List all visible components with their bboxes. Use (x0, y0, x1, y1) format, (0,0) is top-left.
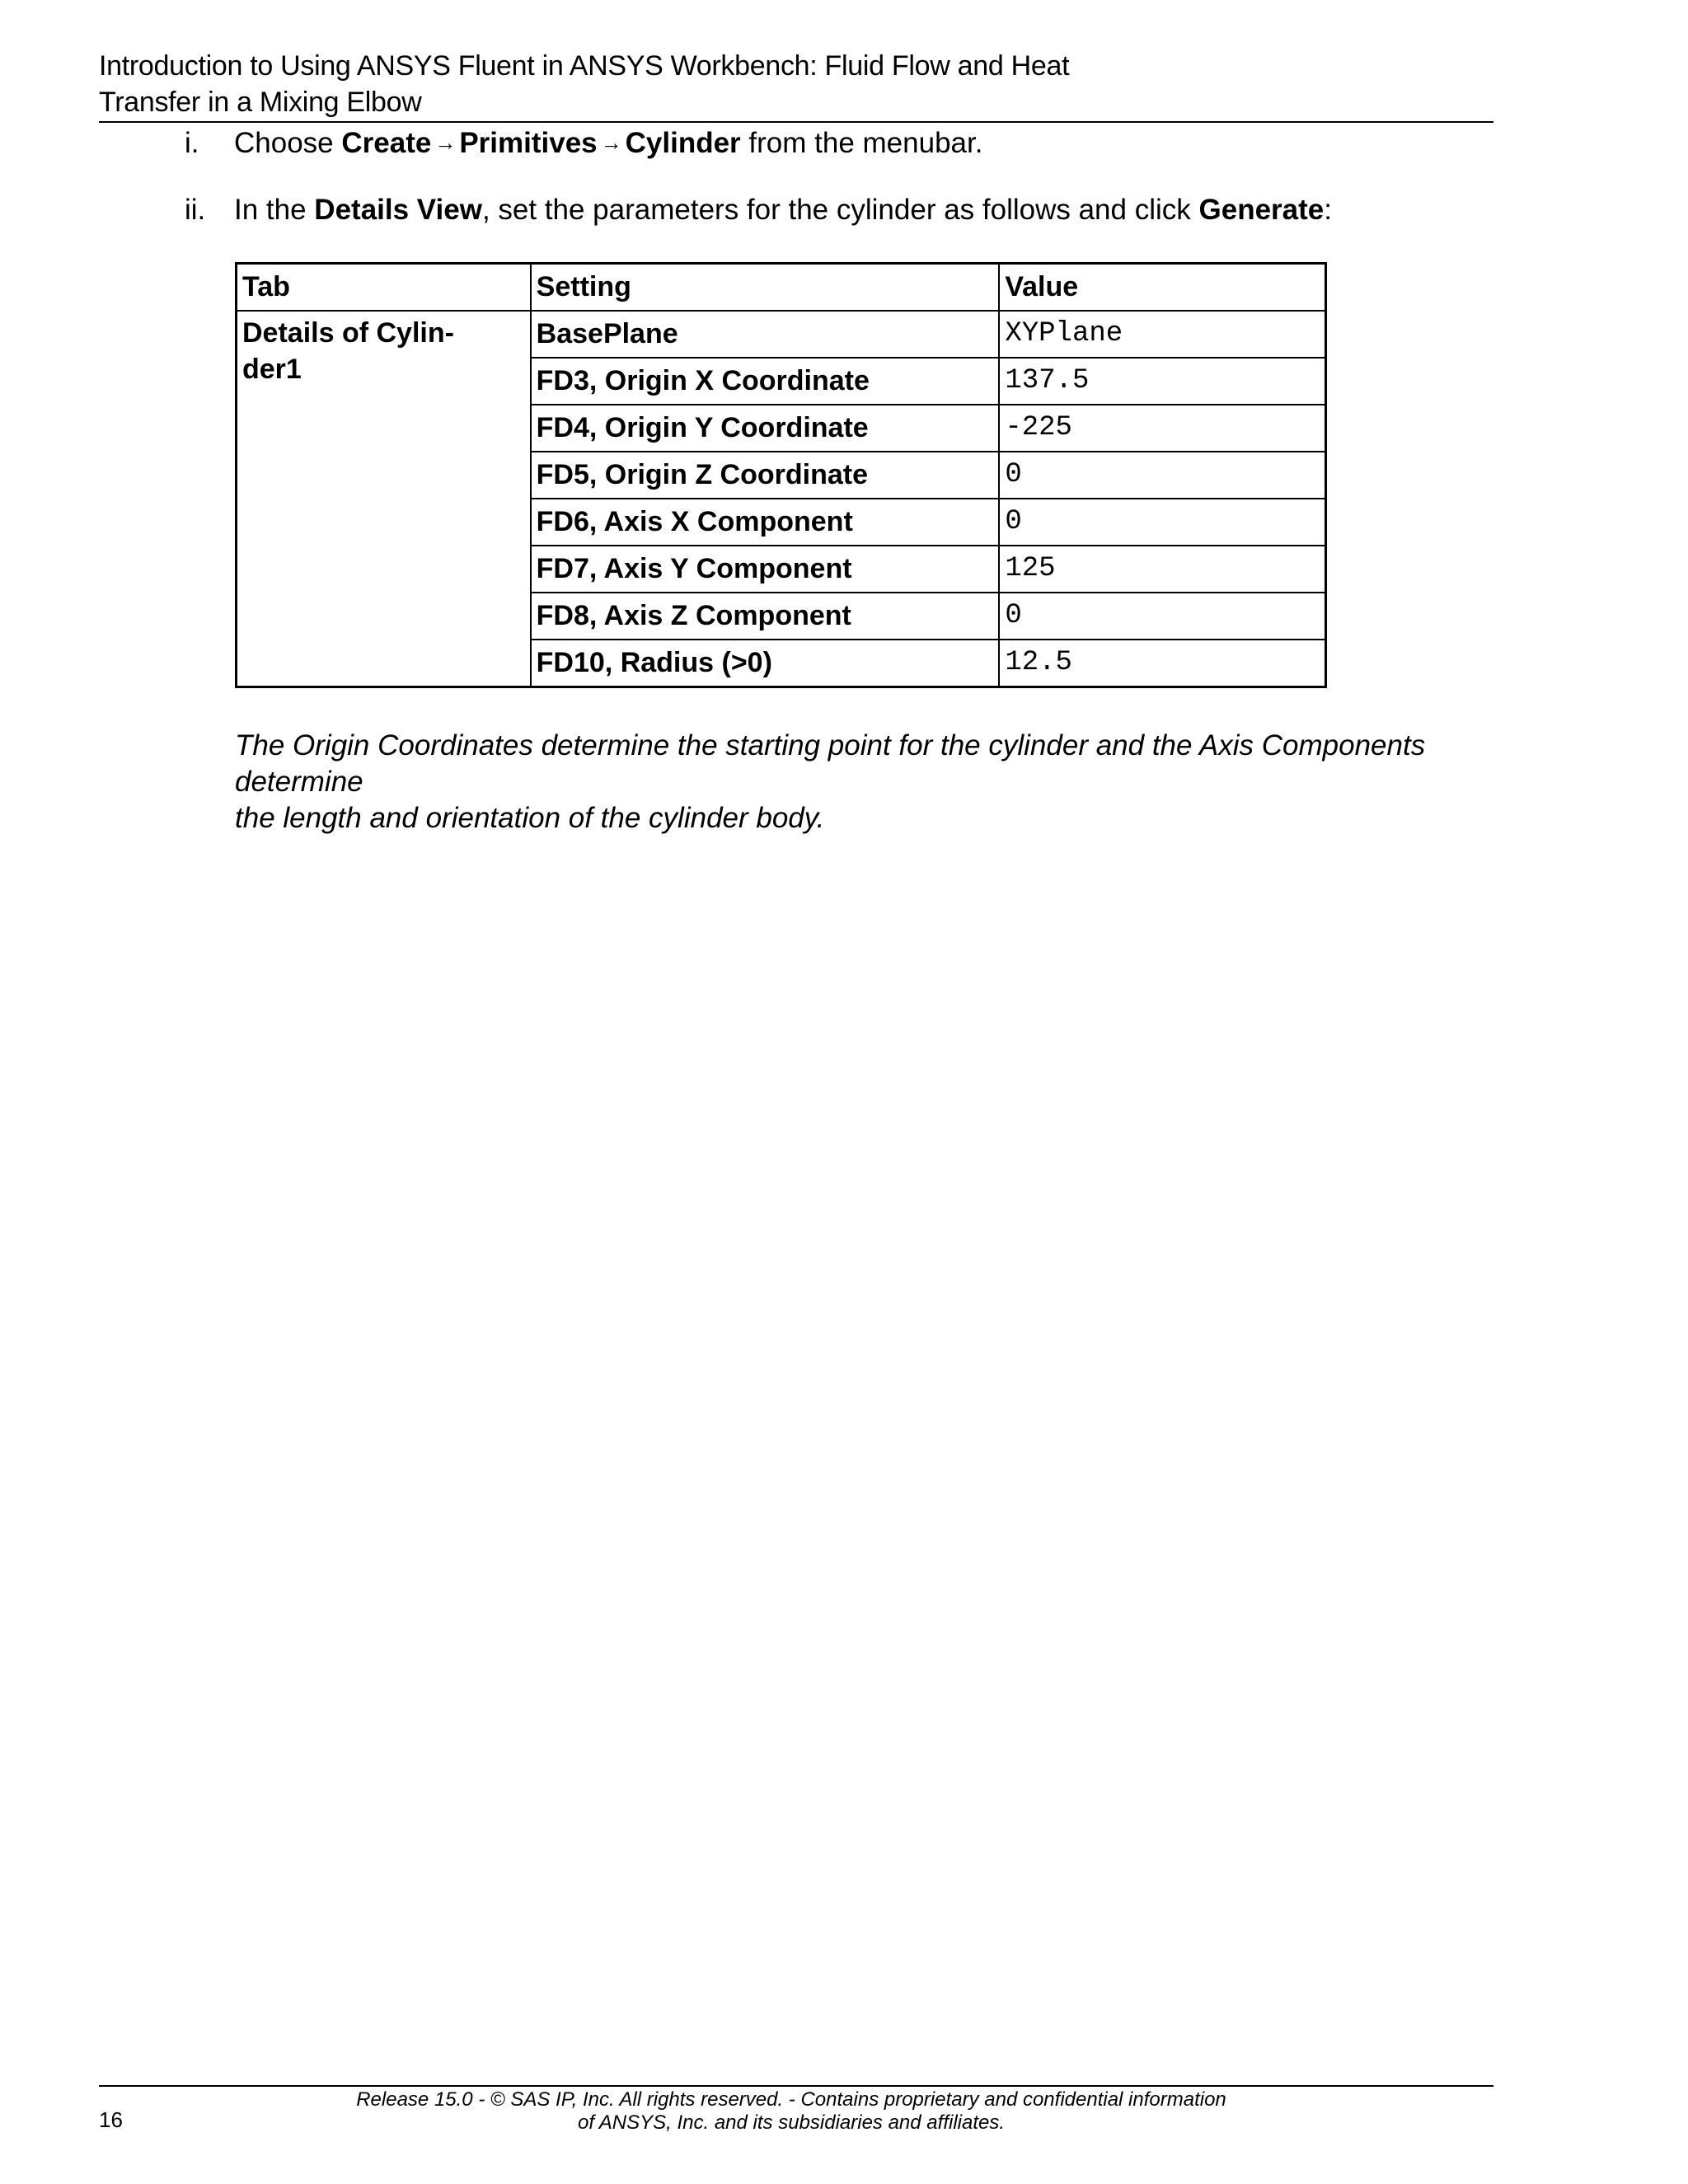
table-row (237, 311, 1326, 358)
value-cell: 12.5 (999, 640, 1325, 687)
column-header-setting: Setting (531, 264, 1000, 312)
setting-cell: FD7, Axis Y Component (531, 546, 1000, 593)
table-header-row (237, 264, 1326, 312)
cylinder-parameters-table (235, 262, 1327, 688)
step-text: In the Details View, set the parameters for the cylinder as follows and click Generate: (234, 194, 1332, 226)
tab-cell: Details of Cylin- der1 (237, 311, 531, 687)
header-line-1: Introduction to Using ANSYS Fluent in ANSYS Workbench: Fluid Flow and Heat (99, 50, 1070, 82)
column-header-tab: Tab (237, 264, 531, 312)
setting-cell: FD10, Radius (>0) (531, 640, 1000, 687)
setting-cell: FD8, Axis Z Component (531, 593, 1000, 640)
header-divider (99, 121, 1493, 123)
header-line-2: Transfer in a Mixing Elbow (99, 87, 422, 118)
setting-cell: FD6, Axis X Component (531, 499, 1000, 546)
column-header-value: Value (999, 264, 1325, 312)
running-header (99, 48, 1500, 120)
menu-create: Create (341, 127, 432, 159)
footer-divider (99, 2085, 1493, 2087)
menu-primitives: Primitives (459, 127, 598, 159)
page-number: 16 (99, 2107, 123, 2132)
value-cell: 0 (999, 452, 1325, 499)
details-view-label: Details View (314, 194, 482, 226)
copyright-notice (280, 2088, 1302, 2135)
value-cell: 0 (999, 593, 1325, 640)
value-cell: -225 (999, 405, 1325, 452)
step-number: ii. (185, 194, 206, 226)
copyright-line-1: Release 15.0 - © SAS IP, Inc. All rights reserved. - Contains proprietary and confidential information (356, 2088, 1226, 2111)
value-cell: XYPlane (999, 311, 1325, 358)
step-text: Choose Create → Primitives → Cylinder from the menubar. (234, 127, 983, 159)
copyright-line-2: of ANSYS, Inc. and its subsidiaries and affiliates. (577, 2111, 1006, 2134)
note-line-1: The Origin Coordinates determine the starting point for the cylinder and the Axis Components determine (235, 729, 1426, 798)
generate-label: Generate (1198, 194, 1325, 226)
value-cell: 0 (999, 499, 1325, 546)
note-line-2: the length and orientation of the cylinder body. (235, 802, 825, 834)
explanatory-note (235, 728, 1554, 837)
step-number: i. (185, 127, 199, 159)
arrow-icon: → (434, 130, 457, 155)
setting-cell: FD4, Origin Y Coordinate (531, 405, 1000, 452)
value-cell: 125 (999, 546, 1325, 593)
setting-cell: FD3, Origin X Coordinate (531, 358, 1000, 405)
setting-cell: FD5, Origin Z Coordinate (531, 452, 1000, 499)
menu-cylinder: Cylinder (625, 127, 741, 159)
setting-cell: BasePlane (531, 311, 1000, 358)
value-cell: 137.5 (999, 358, 1325, 405)
arrow-icon: → (600, 130, 622, 155)
